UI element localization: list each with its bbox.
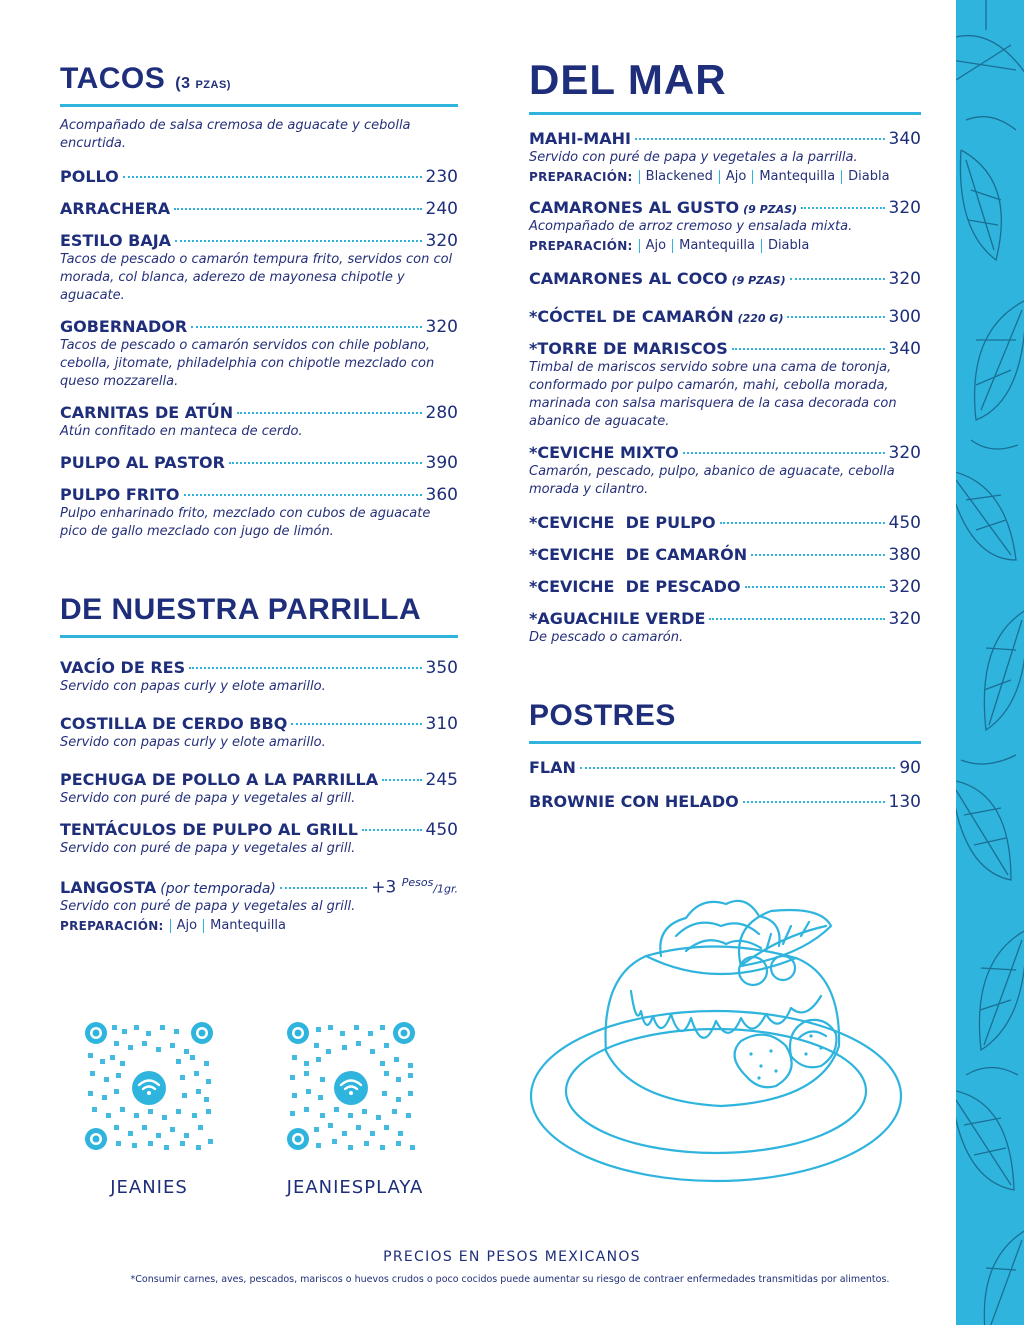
flan-illustration xyxy=(521,896,911,1196)
menu-item-coctel-de-camaron xyxy=(529,307,921,327)
postres-section xyxy=(529,699,921,812)
menu-item-ceviche-mixto xyxy=(529,443,921,499)
item-description: Acompañado de arroz cremoso y ensalada mixta. xyxy=(529,219,853,234)
item-name: *TORRE DE MARISCOS xyxy=(529,339,728,358)
item-name: COSTILLA DE CERDO BBQ xyxy=(60,714,288,733)
prep-option: Diabla xyxy=(841,170,895,184)
item-price: 450 xyxy=(888,513,921,533)
section-divider xyxy=(60,635,458,638)
item-price: 320 xyxy=(888,577,921,597)
qr-label-jeaniesplaya: JEANIESPLAYA xyxy=(286,1177,424,1198)
item-price: 230 xyxy=(425,167,458,187)
tacos-title: TACOS (3 PZAS) xyxy=(60,62,231,95)
section-divider xyxy=(529,112,921,115)
item-name: LANGOSTA (por temporada) xyxy=(60,877,276,897)
menu-item-pulpo-al-pastor xyxy=(60,453,458,473)
prep-option: Mantequilla xyxy=(672,239,761,253)
menu-item-ceviche-de-camaron xyxy=(529,545,921,565)
item-description: Servido con papas curly y elote amarillo. xyxy=(60,735,326,750)
del-mar-section xyxy=(529,56,921,647)
tacos-section xyxy=(60,62,458,541)
menu-item-brownie-con-helado xyxy=(529,792,921,812)
parrilla-title: DE NUESTRA PARRILLA xyxy=(60,593,422,626)
postres-title: POSTRES xyxy=(529,699,676,732)
item-price: +3 $^{Pesos}$/1gr. xyxy=(371,876,458,898)
item-description: Servido con puré de papa y vegetales a la parrilla. xyxy=(529,150,858,165)
item-price: 340 xyxy=(888,339,921,359)
menu-item-pechuga-de-pollo xyxy=(60,770,458,808)
item-name: CAMARONES AL COCO (9 PZAS) xyxy=(529,269,786,288)
item-price: 450 xyxy=(425,820,458,840)
menu-item-aguachile-verde xyxy=(529,609,921,647)
item-price: 380 xyxy=(888,545,921,565)
menu-item-torre-de-mariscos xyxy=(529,339,921,431)
menu-item-pulpo-frito xyxy=(60,485,458,541)
menu-item-mahi-mahi xyxy=(529,129,921,184)
item-price: 340 xyxy=(888,129,921,149)
prep-option: Diabla xyxy=(761,239,815,253)
qr-code-jeanies[interactable] xyxy=(84,1021,214,1151)
menu-item-camarones-al-gusto xyxy=(529,198,921,253)
item-price: 300 xyxy=(888,307,921,327)
prep-option: Ajo xyxy=(170,919,203,933)
item-price: 320 xyxy=(425,231,458,251)
item-description: Camarón, pescado, pulpo, abanico de aguacate, cebolla morada y cilantro. xyxy=(529,464,895,497)
menu-item-ceviche-de-pescado xyxy=(529,577,921,597)
item-name: MAHI-MAHI xyxy=(529,129,631,148)
item-name: *CEVICHE DE PULPO xyxy=(529,513,716,532)
item-description: Atún confitado en manteca de cerdo. xyxy=(60,424,303,439)
item-price: 350 xyxy=(425,658,458,678)
item-name: PULPO FRITO xyxy=(60,485,180,504)
item-price: 310 xyxy=(425,714,458,734)
item-description: De pescado o camarón. xyxy=(529,630,684,645)
prep-option: Ajo xyxy=(639,239,672,253)
item-name: PECHUGA DE POLLO A LA PARRILLA xyxy=(60,770,379,789)
preparation-options: PREPARACIÓN: Ajo Mantequilla Diabla xyxy=(529,239,921,253)
right-column xyxy=(529,56,921,812)
item-description: Servido con puré de papa y vegetales al grill. xyxy=(60,898,356,914)
item-name: ARRACHERA xyxy=(60,199,171,218)
item-description: Timbal de mariscos servido sobre una cama de toronja, conformado por pulpo camarón, mahi, cebolla morada, marinada con salsa marisquera de la casa decorada con abanico de aguacate. xyxy=(529,360,897,429)
item-description: Tacos de pescado o camarón tempura frito, servidos con col morada, col blanca, aderezo de mayonesa chipotle y aguacate. xyxy=(60,252,453,303)
item-price: 360 xyxy=(425,485,458,505)
menu-item-vacio-de-res xyxy=(60,658,458,696)
item-price: 390 xyxy=(425,453,458,473)
item-name: *CEVICHE MIXTO xyxy=(529,443,679,462)
item-name: POLLO xyxy=(60,167,119,186)
menu-item-flan xyxy=(529,758,921,778)
parrilla-section xyxy=(60,593,458,933)
item-name: PULPO AL PASTOR xyxy=(60,453,225,472)
footer-title: PRECIOS EN PESOS MEXICANOS xyxy=(383,1249,641,1265)
item-name: CAMARONES AL GUSTO (9 PZAS) xyxy=(529,198,798,217)
item-name: BROWNIE CON HELADO xyxy=(529,792,739,811)
menu-item-langosta xyxy=(60,876,458,933)
menu-item-camarones-al-coco xyxy=(529,269,921,289)
item-name: CARNITAS DE ATÚN xyxy=(60,403,234,422)
menu-item-gobernador xyxy=(60,317,458,391)
prep-option: Mantequilla xyxy=(203,919,292,933)
item-price: 280 xyxy=(425,403,458,423)
del-mar-title: DEL MAR xyxy=(529,56,727,103)
item-name: VACÍO DE RES xyxy=(60,658,186,677)
leaf-pattern-strip xyxy=(956,0,1024,1325)
item-note: (por temporada) xyxy=(160,880,276,897)
left-column xyxy=(60,62,458,933)
item-name: FLAN xyxy=(529,758,576,777)
menu-item-pollo xyxy=(60,167,458,187)
item-price: 320 xyxy=(888,269,921,289)
item-price: 320 xyxy=(888,443,921,463)
preparation-options: PREPARACIÓN: Blackened Ajo Mantequilla Diabla xyxy=(529,170,921,184)
item-description: Tacos de pescado o camarón servidos con chile poblano, cebolla, jitomate, philadelphia con chipotle mezclado con queso mozzarella. xyxy=(60,338,435,389)
item-price: 320 xyxy=(888,609,921,629)
menu-item-tentaculos-de-pulpo xyxy=(60,820,458,858)
menu-item-arrachera xyxy=(60,199,458,219)
section-divider xyxy=(529,741,921,744)
item-description: Servido con papas curly y elote amarillo. xyxy=(60,679,326,694)
qr-label-jeanies: JEANIES xyxy=(110,1177,188,1198)
item-name: GOBERNADOR xyxy=(60,317,188,336)
prep-option: Ajo xyxy=(719,170,752,184)
item-name: *AGUACHILE VERDE xyxy=(529,609,706,628)
menu-item-estilo-baja xyxy=(60,231,458,305)
item-price: 320 xyxy=(888,198,921,218)
menu-item-ceviche-de-pulpo xyxy=(529,513,921,533)
qr-code-jeaniesplaya[interactable] xyxy=(286,1021,416,1151)
menu-item-carnitas-de-atun xyxy=(60,403,458,441)
footer-disclaimer: *Consumir carnes, aves, pescados, mariscos o huevos crudos o poco cocidos puede aumentar su riesgo de contraer enfermedades transmitidas por alimentos. xyxy=(130,1274,890,1285)
item-price: 240 xyxy=(425,199,458,219)
item-description: Servido con puré de papa y vegetales al grill. xyxy=(60,791,356,806)
item-name: *CÓCTEL DE CAMARÓN (220 G) xyxy=(529,307,784,326)
item-price: 320 xyxy=(425,317,458,337)
item-description: Pulpo enharinado frito, mezclado con cubos de aguacate pico de gallo mezclado con jugo de limón. xyxy=(60,506,431,539)
item-name: TENTÁCULOS DE PULPO AL GRILL xyxy=(60,820,358,839)
preparation-options: PREPARACIÓN: Ajo Mantequilla xyxy=(60,919,458,933)
item-price: 90 xyxy=(899,758,921,778)
item-name: *CEVICHE DE PESCADO xyxy=(529,577,741,596)
item-name: ESTILO BAJA xyxy=(60,231,172,250)
item-description: Servido con puré de papa y vegetales al grill. xyxy=(60,841,356,856)
tacos-intro: Acompañado de salsa cremosa de aguacate y cebolla encurtida. xyxy=(60,118,411,151)
leaf-pattern-icon xyxy=(956,0,1024,1325)
item-price: 130 xyxy=(888,792,921,812)
prep-option: Mantequilla xyxy=(752,170,841,184)
item-name: *CEVICHE DE CAMARÓN xyxy=(529,545,748,564)
menu-item-costilla-bbq xyxy=(60,714,458,752)
section-divider xyxy=(60,104,458,107)
item-price: 245 xyxy=(425,770,458,790)
prep-option: Blackened xyxy=(639,170,719,184)
